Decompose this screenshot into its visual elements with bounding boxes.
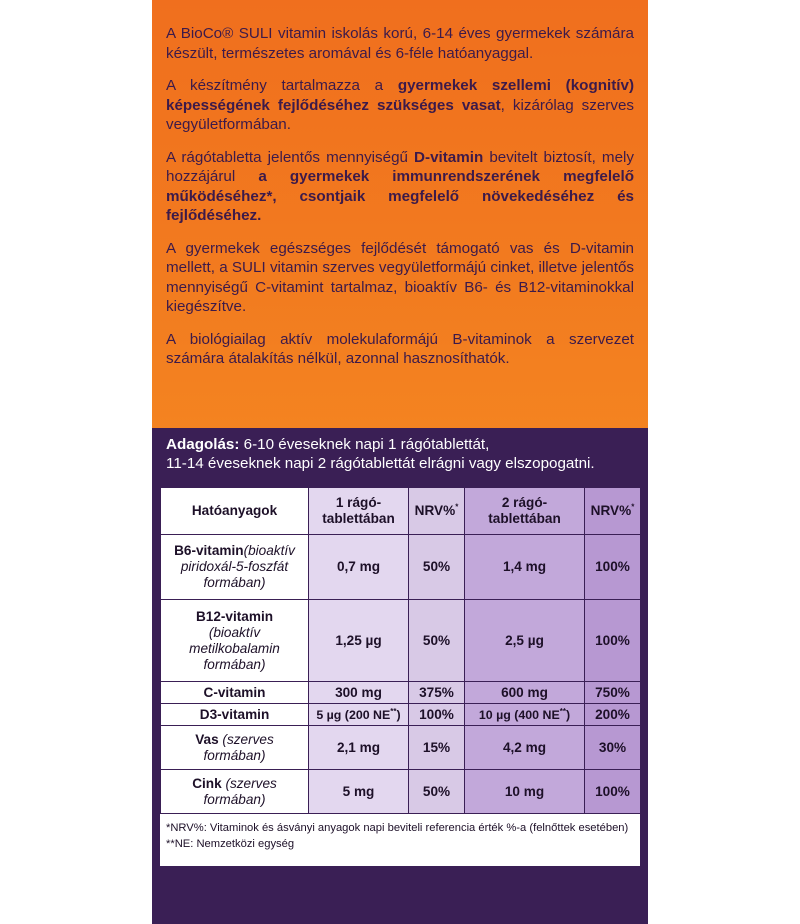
nrv-two-cell: 750% [585, 682, 641, 704]
nrv-two-cell: 100% [585, 770, 641, 814]
nrv-two-cell: 200% [585, 704, 641, 726]
intro-paragraph-2: A készítmény tartalmazza a gyermekek szellemi (kognitív) képességének fejlődéséhez szükséges vasat, kizárólag szerves vegyületformában. [166, 77, 634, 133]
footnote-nrv: *NRV%: Vitaminok és ásványi anyagok napi beviteli referencia érték %-a (felnőttek esetében) [166, 822, 629, 834]
ingredient-cell: D3-vitamin [161, 704, 309, 726]
amount-one-cell: 2,1 mg [309, 726, 409, 770]
nutrition-table [160, 487, 641, 814]
ingredient-cell: B6-vitamin(bioaktív piridoxál-5-foszfát formában) [161, 535, 309, 600]
amount-one-cell: 1,25 µg [309, 600, 409, 682]
intro-paragraph-1: A BioCo® SULI vitamin iskolás korú, 6-14 éves gyermekek számára készült, természetes aromával és 6-féle hatóanyaggal. [166, 25, 634, 62]
amount-two-cell: 1,4 mg [465, 535, 585, 600]
header-ingredients: Hatóanyagok [161, 488, 309, 535]
intro-paragraph-4: A gyermekek egészséges fejlődését támogató vas és D-vitamin mellett, a SULI vitamin szerves vegyületformájú cinket, illetve jelentős mennyiségű C-vitamint tartalmaz, bioaktív B6- és B12-vitaminokkal kiegészítve. [166, 239, 634, 315]
intro-paragraph-5: A biológiailag aktív molekulaformájú B-vitaminok a szervezet számára átalakítás nélkül, azonnal hasznosíthatók. [166, 330, 634, 367]
ingredient-cell: Vas (szerves formában) [161, 726, 309, 770]
amount-two-cell: 2,5 µg [465, 600, 585, 682]
ingredient-cell: Cink (szerves formában) [161, 770, 309, 814]
table-row [161, 535, 641, 600]
amount-one-cell: 300 mg [309, 682, 409, 704]
header-two-tablets: 2 rágó- tablettában [465, 488, 585, 535]
ingredient-cell: C-vitamin [161, 682, 309, 704]
header-nrv-one: NRV%* [409, 488, 465, 535]
nrv-one-cell: 50% [409, 770, 465, 814]
header-nrv-two: NRV%* [585, 488, 641, 535]
table-row [161, 770, 641, 814]
amount-two-cell: 4,2 mg [465, 726, 585, 770]
amount-one-cell: 0,7 mg [309, 535, 409, 600]
nrv-one-cell: 100% [409, 704, 465, 726]
nrv-one-cell: 50% [409, 600, 465, 682]
amount-one-cell: 5 mg [309, 770, 409, 814]
ingredient-cell: B12-vitamin (bioaktív metilkobalamin formában) [161, 600, 309, 682]
dosage-text: Adagolás: 6-10 éveseknek napi 1 rágótablettát, 11-14 éveseknek napi 2 rágótablettát elrágni vagy elszopogatni. [166, 436, 595, 472]
amount-two-cell: 10 µg (400 NE**) [465, 704, 585, 726]
intro-paragraph-3: A rágótabletta jelentős mennyiségű D-vitamin bevitelt biztosít, mely hozzájárul a gyermekek immunrendszerének megfelelő működéséhez*, csontjaik megfelelő növekedéséhez és fejlődéséhez. [166, 148, 634, 224]
amount-one-cell: 5 µg (200 NE**) [309, 704, 409, 726]
amount-two-cell: 10 mg [465, 770, 585, 814]
dosage-label: Adagolás: [166, 436, 240, 453]
nrv-two-cell: 100% [585, 535, 641, 600]
table-row [161, 726, 641, 770]
header-one-tablet: 1 rágó- tablettában [309, 488, 409, 535]
nrv-one-cell: 375% [409, 682, 465, 704]
table-row [161, 600, 641, 682]
nrv-two-cell: 100% [585, 600, 641, 682]
amount-two-cell: 600 mg [465, 682, 585, 704]
nrv-one-cell: 15% [409, 726, 465, 770]
footnotes [160, 814, 640, 866]
product-description [166, 24, 634, 382]
table-row [161, 682, 641, 704]
footnote-ne: **NE: Nemzetközi egység [166, 838, 295, 850]
nrv-two-cell: 30% [585, 726, 641, 770]
nrv-one-cell: 50% [409, 535, 465, 600]
table-header-row [161, 488, 641, 535]
table-row [161, 704, 641, 726]
